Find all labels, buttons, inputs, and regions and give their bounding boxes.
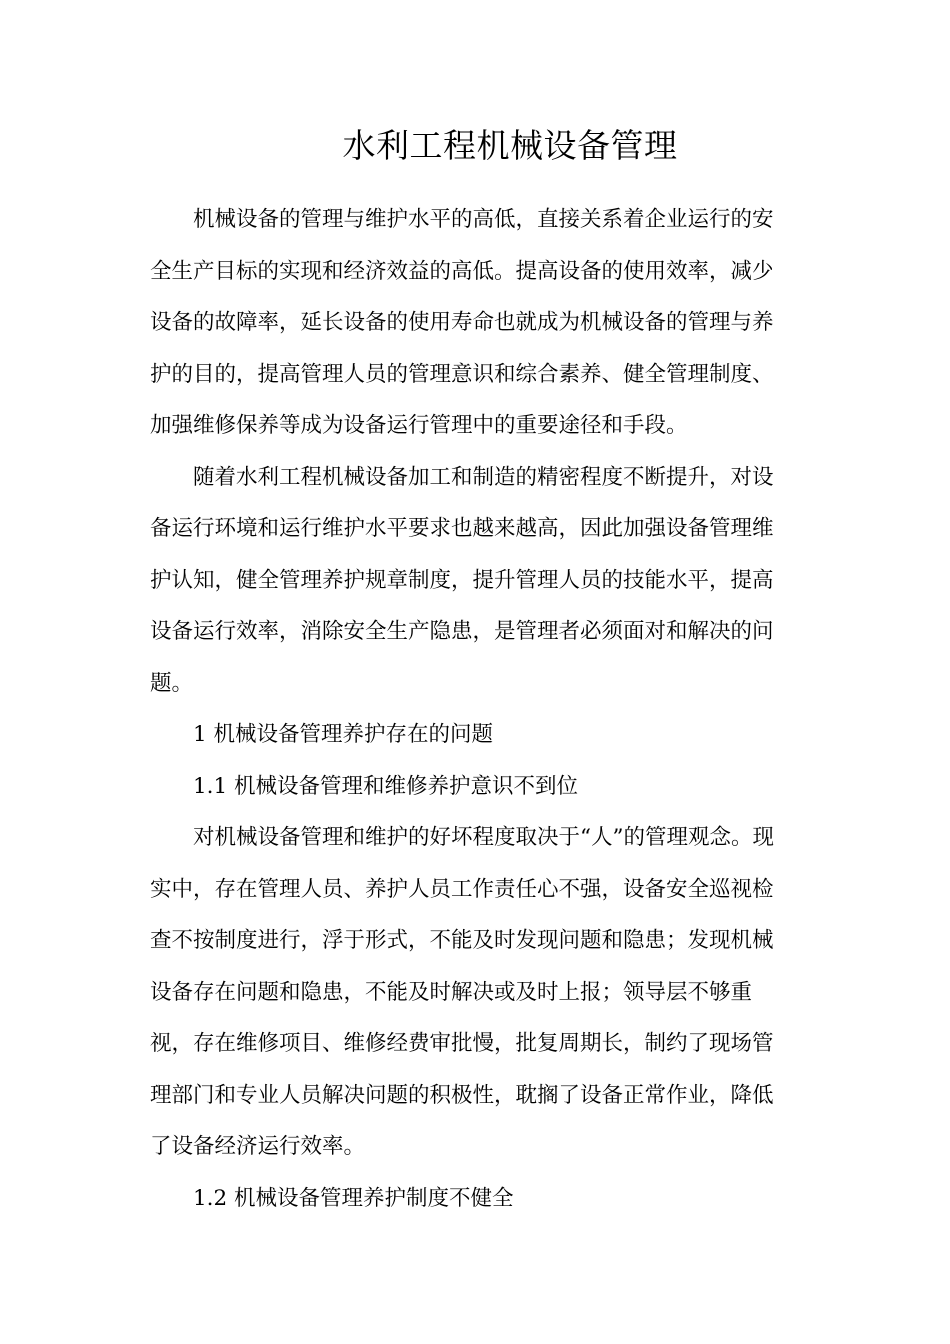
paragraph-line: 对机械设备管理和维护的好坏程度取决于“人”的管理观念。现 bbox=[193, 825, 774, 850]
paragraph-line: 理部门和专业人员解决问题的积极性，耽搁了设备正常作业，降低 bbox=[150, 1082, 774, 1108]
paragraph-line: 设备存在问题和隐患，不能及时解决或及时上报；领导层不够重 bbox=[150, 979, 753, 1005]
paragraph-background bbox=[150, 452, 810, 710]
paragraph-line: 随着水利工程机械设备加工和制造的精密程度不断提升，对设 bbox=[193, 464, 774, 490]
paragraph-line: 了设备经济运行效率。 bbox=[150, 1134, 366, 1159]
paragraph-line: 加强维修保养等成为设备运行管理中的重要途径和手段。 bbox=[150, 413, 688, 438]
paragraph-line: 设备的故障率，延长设备的使用寿命也就成为机械设备的管理与养 bbox=[150, 310, 774, 335]
paragraph-line: 备运行环境和运行维护水平要求也越来越高，因此加强设备管理维 bbox=[150, 516, 774, 541]
paragraph-line: 实中，存在管理人员、养护人员工作责任心不强，设备安全巡视检 bbox=[150, 876, 774, 902]
section-heading-1-1: 1.1 机械设备管理和维修养护意识不到位 bbox=[193, 773, 579, 799]
paragraph-line: 查不按制度进行，浮于形式，不能及时发现问题和隐患；发现机械 bbox=[150, 928, 774, 953]
paragraph-intro bbox=[150, 194, 810, 452]
paragraph-line: 视，存在维修项目、维修经费审批慢，批复周期长，制约了现场管 bbox=[150, 1031, 774, 1056]
section-heading-1-2: 1.2 机械设备管理养护制度不健全 bbox=[193, 1185, 514, 1211]
paragraph-line: 题。 bbox=[150, 670, 194, 696]
section-heading-1: 1 机械设备管理养护存在的问题 bbox=[193, 722, 494, 747]
paragraph-line: 护的目的，提高管理人员的管理意识和综合素养、健全管理制度、 bbox=[150, 361, 774, 387]
paragraph-line: 设备运行效率，消除安全生产隐患，是管理者必须面对和解决的问 bbox=[150, 619, 774, 644]
paragraph-awareness bbox=[150, 812, 810, 1173]
paragraph-line: 机械设备的管理与维护水平的高低，直接关系着企业运行的安 bbox=[193, 207, 774, 232]
document-title: 水利工程机械设备管理 bbox=[342, 126, 678, 165]
paragraph-line: 护认知，健全管理养护规章制度，提升管理人员的技能水平，提高 bbox=[150, 567, 774, 593]
paragraph-line: 全生产目标的实现和经济效益的高低。提高设备的使用效率，减少 bbox=[150, 258, 774, 284]
document-body bbox=[150, 194, 810, 1224]
